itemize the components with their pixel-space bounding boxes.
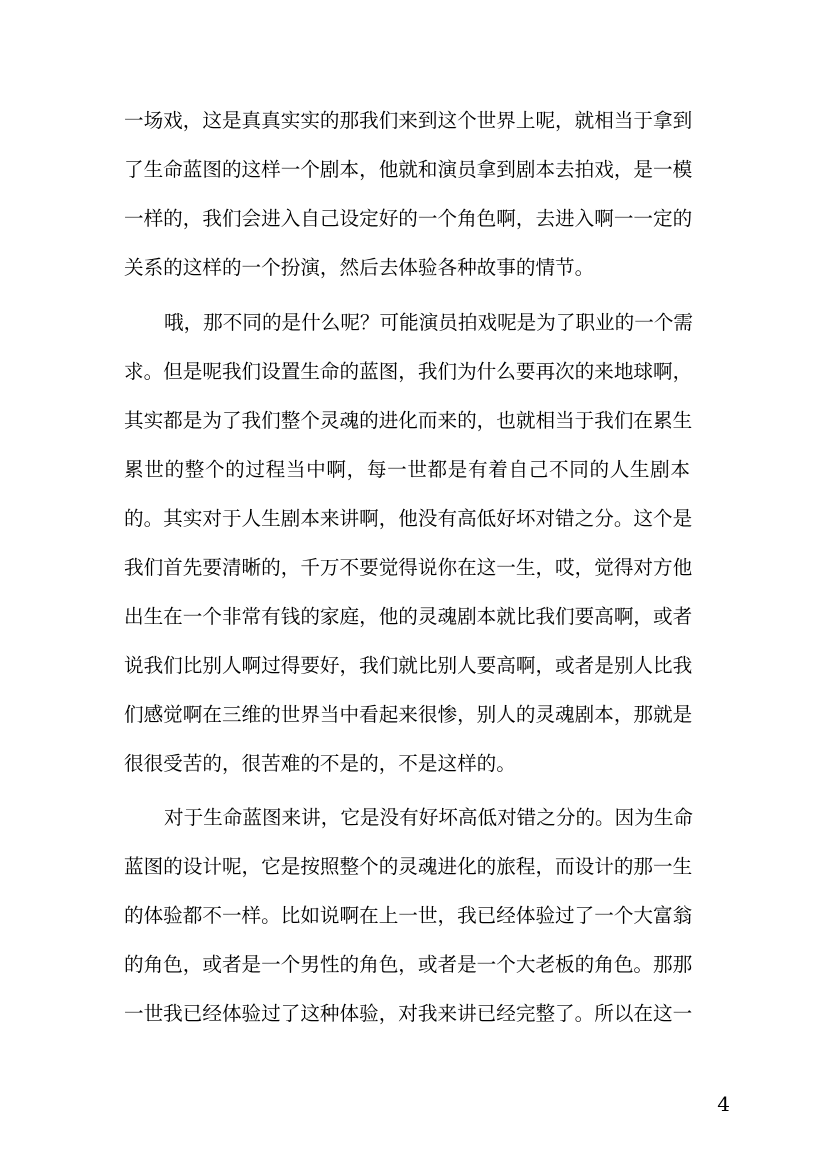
text-line: 关系的这样的一个扮演，然后去体验各种故事的情节。	[124, 256, 595, 279]
text-line: 很很受苦的，很苦难的不是的，不是这样的。	[124, 752, 516, 775]
text-line: 的。其实对于人生剧本来讲啊，他没有高低好坏对错之分。这个是	[124, 507, 693, 530]
text-line: 蓝图的设计呢，它是按照整个的灵魂进化的旅程，而设计的那一生	[124, 855, 693, 878]
text-line: 的角色，或者是一个男性的角色，或者是一个大老板的角色。那那	[124, 953, 693, 976]
text-line: 了生命蓝图的这样一个剧本，他就和演员拿到剧本去拍戏，是一模	[124, 158, 693, 181]
paragraph-first-line: 对于生命蓝图来讲，它是没有好坏高低对错之分的。因为生命	[164, 806, 694, 829]
paragraph-first-line: 哦，那不同的是什么呢？可能演员拍戏呢是为了职业的一个需	[164, 311, 694, 334]
text-line: 出生在一个非常有钱的家庭，他的灵魂剧本就比我们要高啊，或者	[124, 605, 693, 628]
text-line: 我们首先要清晰的，千万不要觉得说你在这一生，哎，觉得对方他	[124, 556, 693, 579]
text-line: 一场戏，这是真真实实的那我们来到这个世界上呢，就相当于拿到	[124, 109, 693, 132]
text-line: 说我们比别人啊过得要好，我们就比别人要高啊，或者是别人比我	[124, 654, 693, 677]
text-line: 的体验都不一样。比如说啊在上一世，我已经体验过了一个大富翁	[124, 904, 693, 927]
text-line: 其实都是为了我们整个灵魂的进化而来的，也就相当于我们在累生	[124, 409, 693, 432]
text-line: 一世我已经体验过了这种体验，对我来讲已经完整了。所以在这一	[124, 1002, 693, 1025]
page-number: 4	[717, 1092, 730, 1116]
text-line: 求。但是呢我们设置生命的蓝图，我们为什么要再次的来地球啊，	[124, 360, 693, 383]
text-line: 们感觉啊在三维的世界当中看起来很惨，别人的灵魂剧本，那就是	[124, 703, 693, 726]
text-line: 一样的，我们会进入自己设定好的一个角色啊，去进入啊一一定的	[124, 207, 693, 230]
text-line: 累世的整个的过程当中啊，每一世都是有着自己不同的人生剧本	[124, 458, 690, 481]
